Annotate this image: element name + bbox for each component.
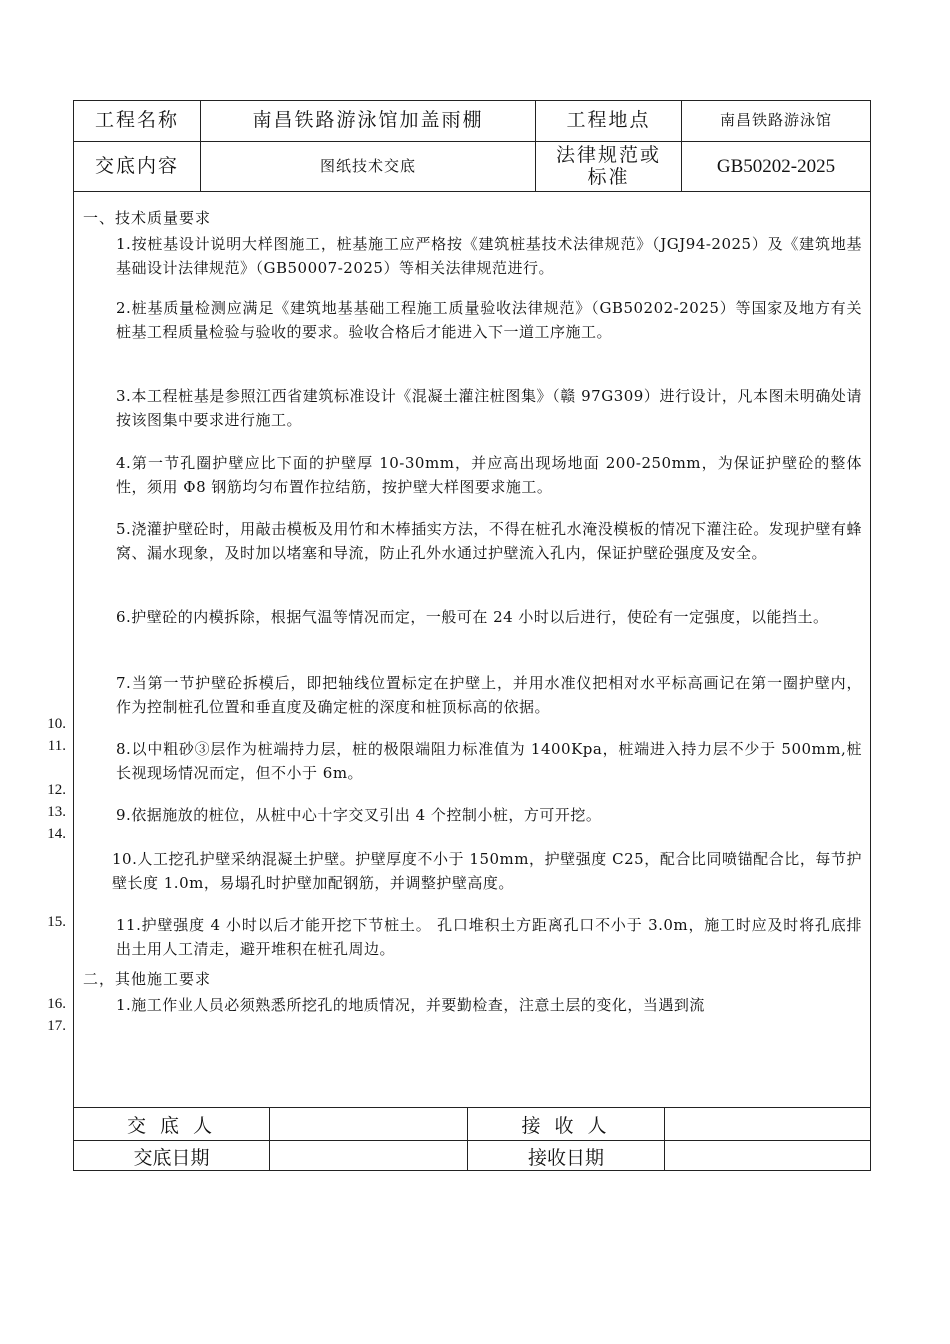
section-title-other: 二，其他施工要求 [83,970,212,988]
receiver-label: 接 收 人 [468,1108,665,1140]
list-item: 3.本工程桩基是参照江西省建筑标准设计《混凝土灌注桩图集》（赣 97G309）进行设计，凡本图未明确处请按该图集中要求进行施工。 [116,387,862,429]
line-number: 14. [47,826,66,842]
list-item: 10.人工挖孔护壁采纳混凝土护壁。护壁厚度不小于 150mm，护壁强度 C25，配合比同喷锚配合比，每节护壁长度 1.0m，易塌孔时护壁加配钢筋，并调整护壁高度。 [112,850,862,892]
receiver-field[interactable] [665,1108,870,1140]
header-row-content [74,142,870,192]
list-item: 9.依据施放的桩位，从桩中心十字交叉引出 4 个控制小桩，方可开挖。 [116,806,602,824]
section-title-quality: 一、技术质量要求 [83,209,212,227]
list-item: 2.桩基质量检测应满足《建筑地基基础工程施工质量验收法律规范》（GB50202-2025）等国家及地方有关桩基工程质量检验与验收的要求。验收合格后才能进入下一道工序施工。 [116,299,862,341]
project-name-value: 南昌铁路游泳馆加盖雨棚 [201,101,536,141]
handover-body [74,192,870,1108]
list-item: 7.当第一节护壁砼拆模后，即把轴线位置标定在护壁上，并用水准仪把相对水平标高画记在第一圈护壁内， 作为控制桩孔位置和垂直度及确定桩的深度和桩顶标高的依据。 [116,674,862,716]
standard-label: 法律规范或标准 [536,142,682,191]
line-number: 17. [47,1018,66,1034]
project-name-label: 工程名称 [74,101,201,141]
handover-date-label: 交底日期 [74,1141,270,1171]
list-item: 11.护壁强度 4 小时以后才能开挖下节桩土。 孔口堆积土方距离孔口不小于 3.0m，施工时应及时将孔底排出土用人工清走，避开堆积在桩孔周边。 [116,916,862,958]
receive-date-field[interactable] [665,1141,870,1171]
footer-row-persons [74,1108,870,1141]
footer-row-dates [74,1141,870,1171]
handover-date-field[interactable] [270,1141,468,1171]
location-label: 工程地点 [536,101,682,141]
header-row-project [74,101,870,142]
list-item: 8.以中粗砂③层作为桩端持力层，桩的极限端阻力标准值为 1400Kpa，桩端进入持力层不少于 500mm,桩长视现场情况而定，但不小于 6m。 [116,740,862,782]
list-item: 5.浇灌护壁砼时，用敲击模板及用竹和木棒插实方法，不得在桩孔水淹没模板的情况下灌注砼。发现护壁有蜂窝、漏水现象，及时加以堵塞和导流，防止孔外水通过护壁流入孔内，保证护壁砼强度及安全。 [116,520,862,562]
line-number: 12. [47,782,66,798]
location-value: 南昌铁路游泳馆 [719,111,832,130]
line-number: 11. [47,738,66,754]
handover-person-label: 交 底 人 [74,1108,270,1140]
list-item: 4.第一节孔圈护壁应比下面的护壁厚 10-30mm，并应高出现场地面 200-250mm，为保证护壁砼的整体性，须用 Φ8 钢筋均匀布置作拉结筋，按护壁大样图要求施工。 [116,454,862,496]
handover-form [73,100,871,1171]
receive-date-label: 接收日期 [468,1141,665,1171]
list-item: 1.施工作业人员必须熟悉所挖孔的地质情况，并要勤检查，注意土层的变化，当遇到流 [116,996,705,1014]
standard-value: GB50202-2025 [716,155,836,177]
line-number: 15. [47,914,66,930]
list-item: 6.护壁砼的内模拆除，根据气温等情况而定，一般可在 24 小时以后进行，使砼有一定强度，以能挡土。 [116,608,829,626]
handover-person-field[interactable] [270,1108,468,1140]
list-item: 1.按桩基设计说明大样图施工，桩基施工应严格按《建筑桩基技术法律规范》（JGJ94-2025）及《建筑地基基础设计法律规范》（GB50007-2025）等相关法律规范进行。 [116,235,862,277]
line-number: 13. [47,804,66,820]
content-value: 图纸技术交底 [201,142,536,191]
line-number: 10. [47,716,66,732]
content-label: 交底内容 [74,142,201,191]
line-number: 16. [47,996,66,1012]
